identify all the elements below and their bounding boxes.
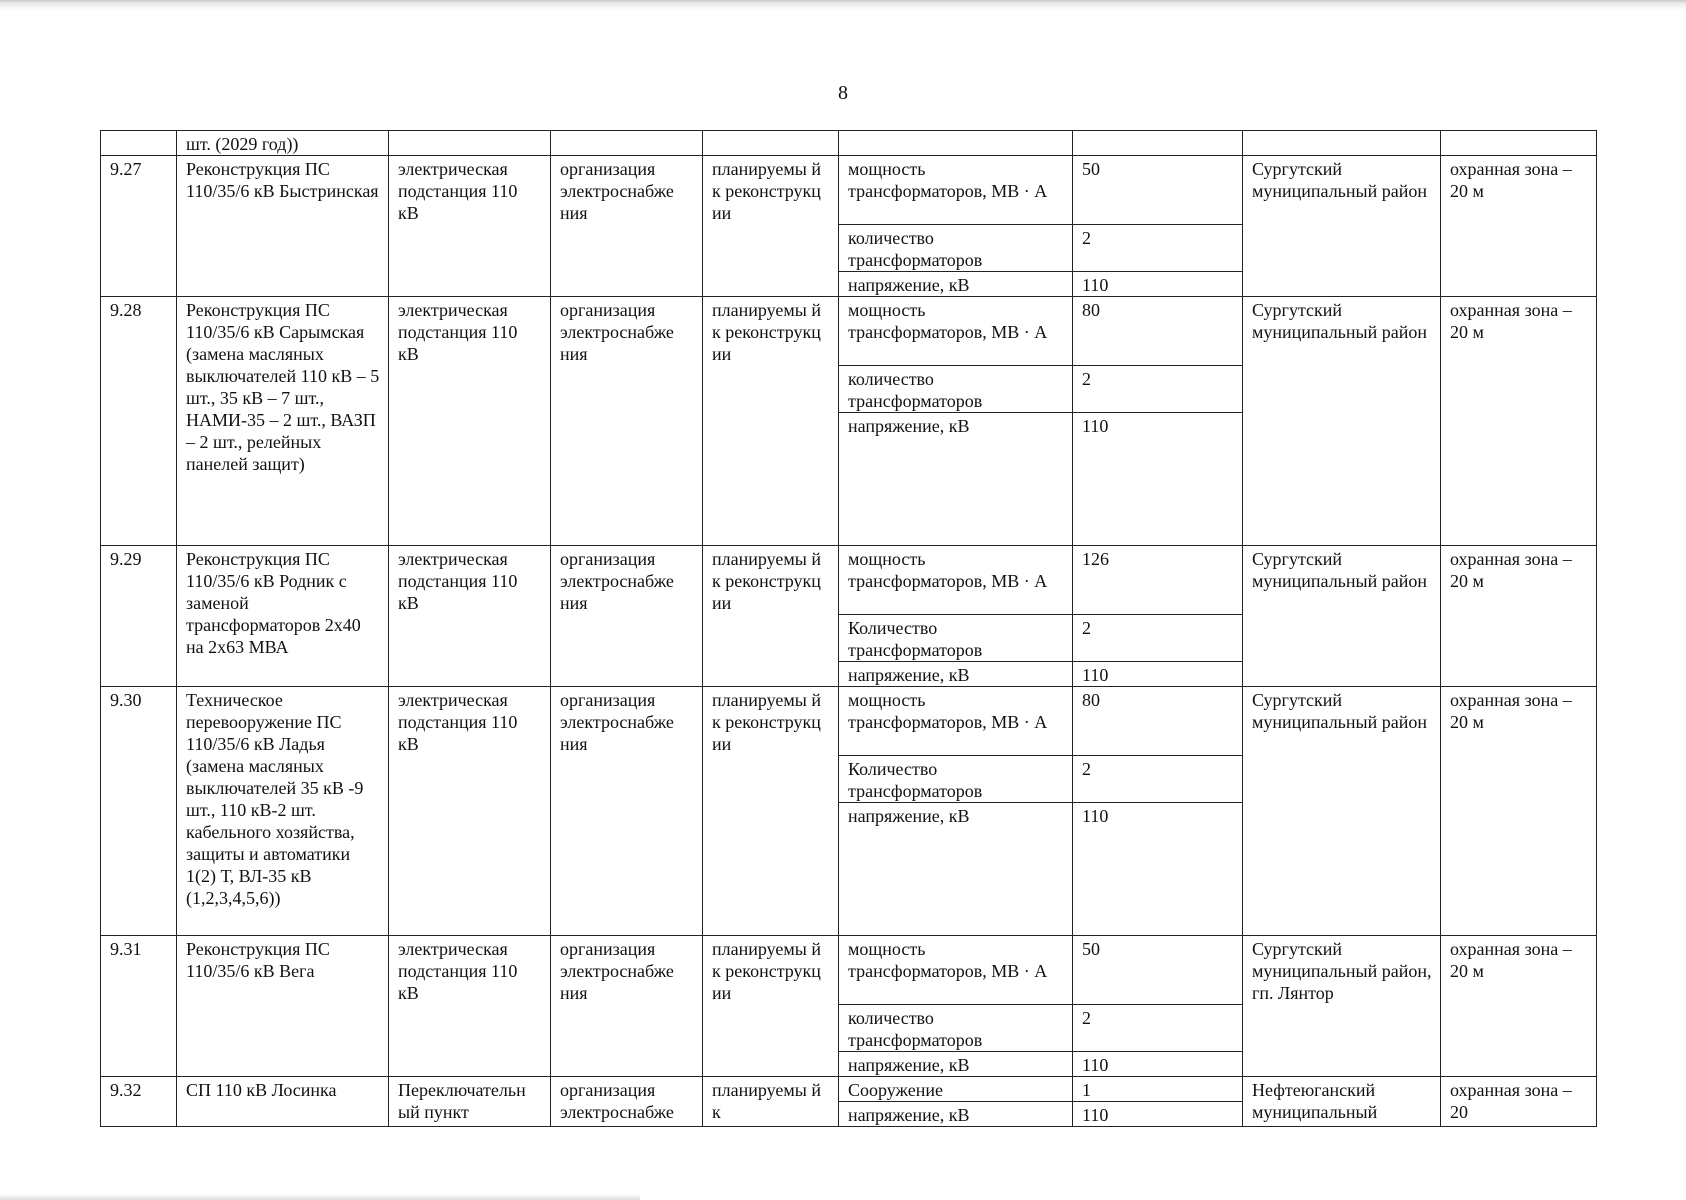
table-row: [101, 297, 1597, 366]
facility-location: Нефтеюганский муниципальный: [1243, 1077, 1441, 1127]
param-label: количество трансформаторов: [839, 366, 1073, 413]
facility-purpose: организация электроснабже: [551, 1077, 703, 1127]
row-number: 9.31: [101, 936, 177, 1077]
facilities-table: [100, 130, 1597, 1127]
param-value: 80: [1073, 687, 1243, 756]
table-row-continuation: [101, 131, 1597, 156]
param-value: 2: [1073, 225, 1243, 272]
facility-type: электрическая подстанция 110 кВ: [389, 297, 551, 546]
param-label: Сооружение: [839, 1077, 1073, 1102]
row-number: 9.28: [101, 297, 177, 546]
param-label: Количество трансформаторов: [839, 615, 1073, 662]
cell-continuation-text: шт. (2029 год)): [177, 131, 389, 156]
param-value: 126: [1073, 546, 1243, 615]
param-label: напряжение, кВ: [839, 1052, 1073, 1077]
param-value: 2: [1073, 615, 1243, 662]
facility-status: планируемы й к: [703, 1077, 839, 1127]
facility-location: Сургутский муниципальный район: [1243, 297, 1441, 546]
facility-name: Реконструкция ПС 110/35/6 кВ Вега: [177, 936, 389, 1077]
cell-empty: [703, 131, 839, 156]
protection-zone: охранная зона – 20 м: [1441, 297, 1597, 546]
param-value: 110: [1073, 803, 1243, 936]
scan-edge-bottom: [0, 1194, 640, 1200]
param-value: 1: [1073, 1077, 1243, 1102]
protection-zone: охранная зона – 20 м: [1441, 936, 1597, 1077]
param-label: мощность трансформаторов, МВ · А: [839, 687, 1073, 756]
table-row: [101, 936, 1597, 1005]
table-row: [101, 687, 1597, 756]
table-row: [101, 546, 1597, 615]
facility-type: электрическая подстанция 110 кВ: [389, 546, 551, 687]
param-value: 2: [1073, 756, 1243, 803]
facility-purpose: организация электроснабже ния: [551, 156, 703, 297]
cell-empty: [101, 131, 177, 156]
param-label: Количество трансформаторов: [839, 756, 1073, 803]
row-number: 9.27: [101, 156, 177, 297]
row-number: 9.29: [101, 546, 177, 687]
facility-purpose: организация электроснабже ния: [551, 546, 703, 687]
param-label: мощность трансформаторов, МВ · А: [839, 546, 1073, 615]
facility-purpose: организация электроснабже ния: [551, 687, 703, 936]
param-label: напряжение, кВ: [839, 803, 1073, 936]
facility-status: планируемы й к реконструкц ии: [703, 936, 839, 1077]
param-value: 80: [1073, 297, 1243, 366]
facility-status: планируемы й к реконструкц ии: [703, 297, 839, 546]
page-number: 8: [838, 82, 848, 104]
facility-purpose: организация электроснабже ния: [551, 936, 703, 1077]
table-row: [101, 156, 1597, 225]
scan-edge-top: [0, 0, 1686, 10]
param-label: количество трансформаторов: [839, 1005, 1073, 1052]
facility-purpose: организация электроснабже ния: [551, 297, 703, 546]
param-label: напряжение, кВ: [839, 1102, 1073, 1127]
facility-name: Реконструкция ПС 110/35/6 кВ Быстринская: [177, 156, 389, 297]
param-value: 110: [1073, 662, 1243, 687]
facility-status: планируемы й к реконструкц ии: [703, 687, 839, 936]
cell-empty: [551, 131, 703, 156]
facility-name: Реконструкция ПС 110/35/6 кВ Родник с заменой трансформаторов 2х40 на 2х63 МВА: [177, 546, 389, 687]
param-value: 50: [1073, 936, 1243, 1005]
facility-type: электрическая подстанция 110 кВ: [389, 687, 551, 936]
facility-name: Реконструкция ПС 110/35/6 кВ Сарымская (замена масляных выключателей 110 кВ – 5 шт., 35 кВ – 7 шт., НАМИ-35 – 2 шт., ВАЗП – 2 шт., релейных панелей защит): [177, 297, 389, 546]
protection-zone: охранная зона – 20: [1441, 1077, 1597, 1127]
param-label: напряжение, кВ: [839, 662, 1073, 687]
facility-location: Сургутский муниципальный район: [1243, 687, 1441, 936]
facility-location: Сургутский муниципальный район: [1243, 546, 1441, 687]
facility-status: планируемы й к реконструкц ии: [703, 156, 839, 297]
cell-empty: [1073, 131, 1243, 156]
table-row: [101, 1077, 1597, 1102]
param-label: напряжение, кВ: [839, 272, 1073, 297]
param-value: 110: [1073, 1102, 1243, 1127]
param-label: количество трансформаторов: [839, 225, 1073, 272]
facility-type: Переключательн ый пункт: [389, 1077, 551, 1127]
facility-type: электрическая подстанция 110 кВ: [389, 156, 551, 297]
facility-status: планируемы й к реконструкц ии: [703, 546, 839, 687]
row-number: 9.32: [101, 1077, 177, 1127]
protection-zone: охранная зона – 20 м: [1441, 546, 1597, 687]
protection-zone: охранная зона – 20 м: [1441, 687, 1597, 936]
param-value: 50: [1073, 156, 1243, 225]
cell-empty: [1441, 131, 1597, 156]
cell-empty: [839, 131, 1073, 156]
param-value: 110: [1073, 1052, 1243, 1077]
param-label: напряжение, кВ: [839, 413, 1073, 546]
row-number: 9.30: [101, 687, 177, 936]
facility-location: Сургутский муниципальный район: [1243, 156, 1441, 297]
protection-zone: охранная зона – 20 м: [1441, 156, 1597, 297]
table-body: [101, 131, 1597, 1127]
param-value: 2: [1073, 1005, 1243, 1052]
cell-empty: [389, 131, 551, 156]
facility-name: Техническое перевооружение ПС 110/35/6 кВ Ладья (замена масляных выключателей 35 кВ -9 шт., 110 кВ-2 шт. кабельного хозяйства, защиты и автоматики 1(2) Т, ВЛ-35 кВ (1,2,3,4,5,6)): [177, 687, 389, 936]
param-label: мощность трансформаторов, МВ · А: [839, 156, 1073, 225]
param-value: 110: [1073, 272, 1243, 297]
param-label: мощность трансформаторов, МВ · А: [839, 936, 1073, 1005]
facility-name: СП 110 кВ Лосинка: [177, 1077, 389, 1127]
param-label: мощность трансформаторов, МВ · А: [839, 297, 1073, 366]
facility-location: Сургутский муниципальный район, гп. Лянтор: [1243, 936, 1441, 1077]
facility-type: электрическая подстанция 110 кВ: [389, 936, 551, 1077]
param-value: 110: [1073, 413, 1243, 546]
cell-empty: [1243, 131, 1441, 156]
param-value: 2: [1073, 366, 1243, 413]
